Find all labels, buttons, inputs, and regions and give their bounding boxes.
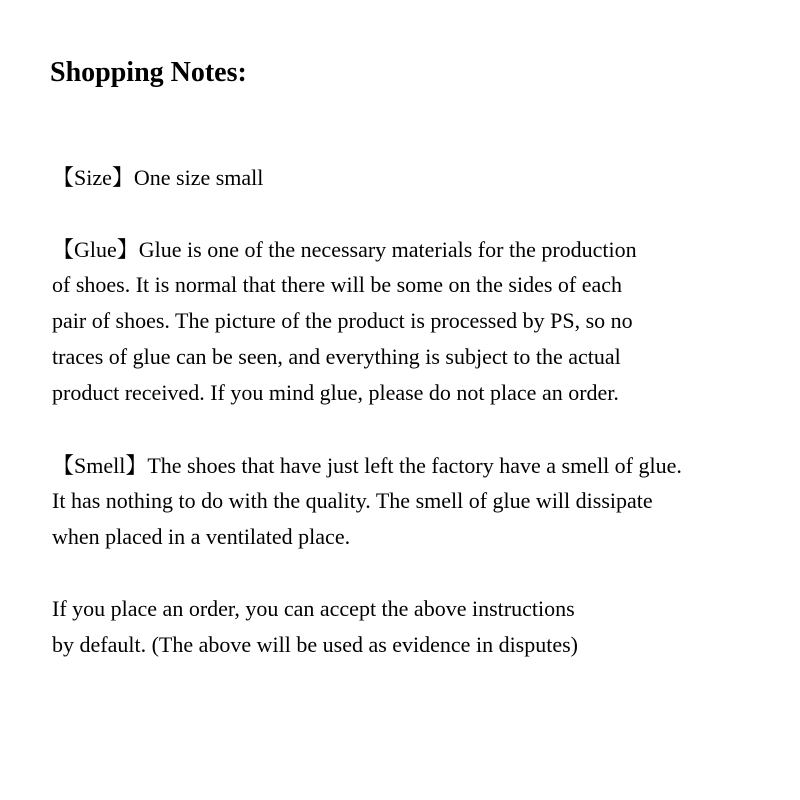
glue-note-line-5: product received. If you mind glue, please do not place an order. bbox=[52, 380, 619, 405]
glue-note-line-3: pair of shoes. The picture of the product is processed by PS, so no bbox=[52, 308, 633, 333]
glue-note-line-2: of shoes. It is normal that there will be some on the sides of each bbox=[52, 272, 623, 297]
glue-note-line-1: 【Glue】Glue is one of the necessary materials for the production bbox=[52, 237, 637, 262]
order-note-line-1: If you place an order, you can accept the above instructions bbox=[52, 596, 575, 621]
size-note-line: 【Size】One size small bbox=[52, 165, 264, 190]
smell-note-line-3: when placed in a ventilated place. bbox=[52, 524, 351, 549]
page-title: Shopping Notes: bbox=[50, 57, 247, 88]
order-note-line-2: by default. (The above will be used as evidence in disputes) bbox=[52, 632, 579, 657]
smell-note-line-1: 【Smell】The shoes that have just left the factory have a smell of glue. bbox=[52, 453, 682, 478]
glue-note-line-4: traces of glue can be seen, and everything is subject to the actual bbox=[52, 344, 621, 369]
smell-note-line-2: It has nothing to do with the quality. The smell of glue will dissipate bbox=[52, 488, 653, 513]
